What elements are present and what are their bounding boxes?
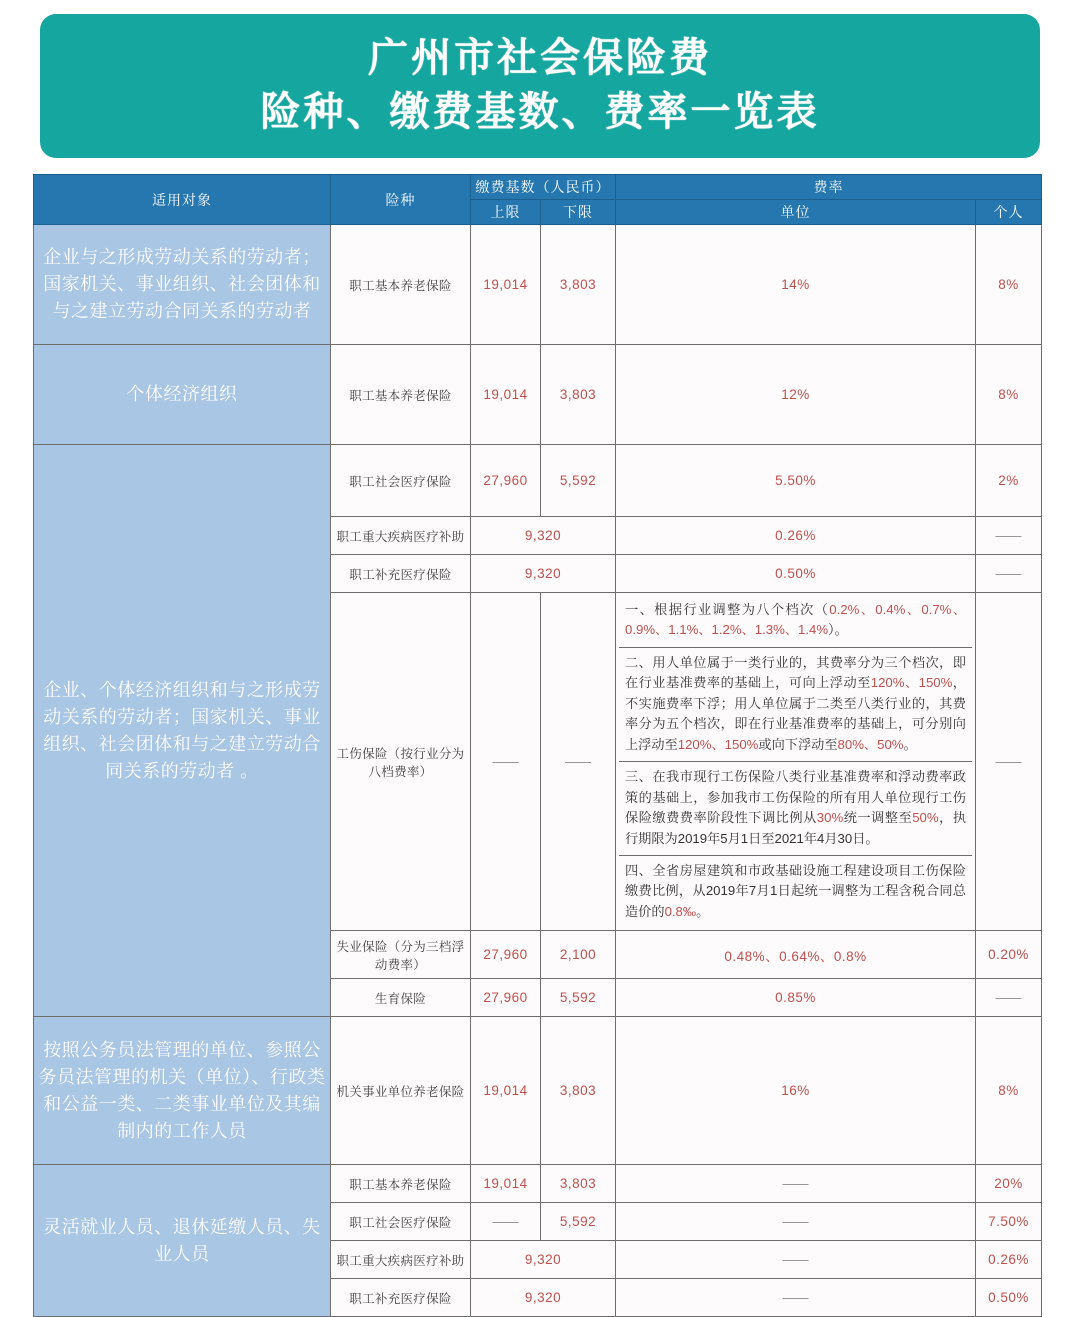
unit-rate-cell: 5.50% [616,445,976,517]
col-header-base-lower: 下限 [541,200,616,225]
personal-rate-cell: 0.20% [976,931,1042,979]
col-header-rate: 费率 [616,175,1042,200]
insurance-type-cell: 职工社会医疗保险 [331,445,471,517]
personal-rate-cell: 20% [976,1165,1042,1203]
note-paragraph [619,595,972,648]
rates-table-wrapper [33,174,1041,1317]
unit-rate-cell: —— [616,1165,976,1203]
base-upper-cell: 19,014 [471,345,541,445]
insurance-type-cell: 职工基本养老保险 [331,1165,471,1203]
unit-rate-cell: —— [616,1279,976,1317]
category-cell: 个体经济组织 [34,345,331,445]
note-highlight: 120%、150% [677,736,759,752]
note-highlight: 120%、150% [870,675,953,691]
table-header [34,175,1042,225]
base-lower-cell: —— [541,593,616,931]
note-paragraph [619,762,972,856]
table-body [34,225,1042,1317]
col-header-target: 适用对象 [34,175,331,225]
personal-rate-cell: 8% [976,1017,1042,1165]
base-upper-cell: 19,014 [471,225,541,345]
note-highlight: 0.2%、0.4%、0.7%、0.9%、1.1%、1.2%、1.3%、1.4% [625,602,966,638]
note-text: 三、在我市现行工伤保险八类行业基准费率和浮动费率政策的基础上，参加我市工伤保险的所有用人单位现行工伤保险缴费费率阶段性下调比例从 [625,769,966,826]
work-injury-notes-cell [616,593,976,931]
insurance-type-cell: 失业保险（分为三档浮动费率） [331,931,471,979]
base-upper-cell: 19,014 [471,1165,541,1203]
unit-rate-cell: 16% [616,1017,976,1165]
category-cell: 企业、个体经济组织和与之形成劳动关系的劳动者；国家机关、事业组织、社会团体和与之建立劳动合同关系的劳动者 。 [34,445,331,1017]
category-cell: 灵活就业人员、退休延缴人员、失业人员 [34,1165,331,1317]
note-highlight: 80%、50% [837,736,904,752]
insurance-type-cell: 职工社会医疗保险 [331,1203,471,1241]
base-merged-cell: 9,320 [471,1279,616,1317]
table-row [34,445,1042,517]
insurance-type-cell: 职工基本养老保险 [331,225,471,345]
base-lower-cell: 3,803 [541,1017,616,1165]
note-paragraph [619,648,972,762]
insurance-type-cell: 职工补充医疗保险 [331,555,471,593]
header-row-1 [34,175,1042,200]
table-row [34,1017,1042,1165]
table-row [34,1165,1042,1203]
col-header-rate-unit: 单位 [616,200,976,225]
note-text: ，不实施费率下浮；用人单位属于二类至八类行业的，其费率分为五个档次，即在行业基准费率的基础上，可分别向上浮动至 [625,675,966,752]
unit-rate-cell: 14% [616,225,976,345]
insurance-type-cell: 机关事业单位养老保险 [331,1017,471,1165]
personal-rate-cell: 0.50% [976,1279,1042,1317]
base-upper-cell: 19,014 [471,1017,541,1165]
insurance-type-cell: 职工补充医疗保险 [331,1279,471,1317]
base-lower-cell: 2,100 [541,931,616,979]
col-header-base: 缴费基数（人民币） [471,175,616,200]
note-paragraph [619,856,972,928]
insurance-type-cell: 职工重大疾病医疗补助 [331,517,471,555]
base-lower-cell: 5,592 [541,979,616,1017]
note-text: 二、用人单位属于一类行业的，其费率分为三个档次，即在行业基准费率的基础上，可向上浮动至 [625,654,966,691]
category-cell: 企业与之形成劳动关系的劳动者；国家机关、事业组织、社会团体和与之建立劳动合同关系的劳动者 [34,225,331,345]
base-upper-cell: 27,960 [471,445,541,517]
personal-rate-cell: —— [976,555,1042,593]
col-header-insurance: 险种 [331,175,471,225]
note-highlight: 0.8‰ [664,903,697,919]
note-highlight: 30% [816,810,844,826]
base-upper-cell: 27,960 [471,979,541,1017]
title-line-1: 广州市社会保险费 [368,36,712,81]
title-banner [40,14,1040,158]
col-header-base-upper: 上限 [471,200,541,225]
base-lower-cell: 3,803 [541,1165,616,1203]
note-text: 一、根据行业调整为八个档次（ [625,602,830,617]
base-lower-cell: 5,592 [541,445,616,517]
note-text: 四、全省房屋建筑和市政基础设施工程建设项目工伤保险缴费比例，从2019年7月1日起统一调整为工程含税合同总造价的 [625,862,966,919]
col-header-rate-personal: 个人 [976,200,1042,225]
table-row [34,225,1042,345]
base-upper-cell: —— [471,593,541,931]
unit-rate-cell: —— [616,1241,976,1279]
insurance-type-cell: 职工重大疾病医疗补助 [331,1241,471,1279]
note-text: ）。 [828,622,848,638]
base-merged-cell: 9,320 [471,517,616,555]
personal-rate-cell: 0.26% [976,1241,1042,1279]
personal-rate-cell: 7.50% [976,1203,1042,1241]
base-lower-cell: 5,592 [541,1203,616,1241]
note-text: 或向下浮动至 [758,736,838,752]
note-highlight: 50% [912,810,939,826]
base-upper-cell: —— [471,1203,541,1241]
title-line-2: 险种、缴费基数、费率一览表 [260,90,820,134]
base-lower-cell: 3,803 [541,225,616,345]
base-merged-cell: 9,320 [471,555,616,593]
insurance-type-cell: 工伤保险（按行业分为八档费率） [331,593,471,931]
personal-rate-cell: 2% [976,445,1042,517]
personal-rate-cell: —— [976,979,1042,1017]
personal-rate-cell: —— [976,593,1042,931]
social-insurance-rates-table [33,174,1042,1317]
unit-rate-cell: 12% [616,345,976,445]
category-cell: 按照公务员法管理的单位、参照公务员法管理的机关（单位）、行政类和公益一类、二类事业单位及其编制内的工作人员 [34,1017,331,1165]
personal-rate-cell: —— [976,517,1042,555]
personal-rate-cell: 8% [976,225,1042,345]
base-lower-cell: 3,803 [541,345,616,445]
insurance-type-cell: 职工基本养老保险 [331,345,471,445]
note-text: 。 [903,736,917,752]
insurance-type-cell: 生育保险 [331,979,471,1017]
table-row [34,345,1042,445]
base-upper-cell: 27,960 [471,931,541,979]
note-text: 统一调整至 [843,810,913,826]
unit-rate-cell: 0.85% [616,979,976,1017]
note-text: 。 [696,903,710,919]
unit-rate-cell: —— [616,1203,976,1241]
personal-rate-cell: 8% [976,345,1042,445]
unit-rate-cell: 0.26% [616,517,976,555]
note-text: ，执行期限为2019年5月1日至2021年4月30日。 [625,810,967,846]
base-merged-cell: 9,320 [471,1241,616,1279]
unit-rate-cell: 0.48%、0.64%、0.8% [616,931,976,979]
unit-rate-cell: 0.50% [616,555,976,593]
